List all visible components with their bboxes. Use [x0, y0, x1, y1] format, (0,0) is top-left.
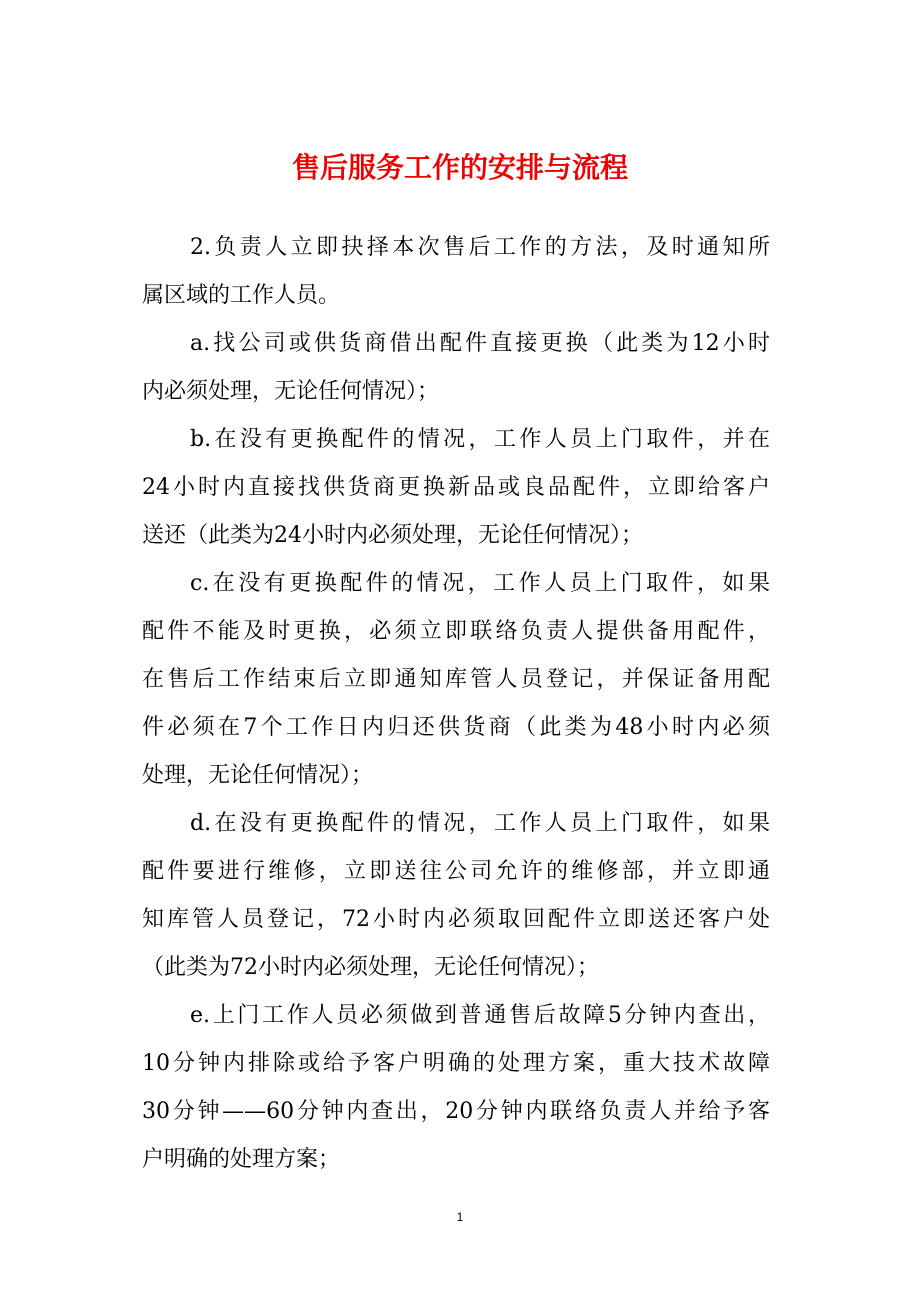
- paragraph-line: 10分钟内排除或给予客户明确的处理方案，重大技术故障: [142, 1051, 770, 1076]
- paragraph: [142, 320, 770, 416]
- paragraph: [142, 416, 770, 560]
- paragraph: [142, 560, 770, 800]
- paragraph-line: c.在没有更换配件的情况，工作人员上门取件，如果: [190, 571, 770, 596]
- paragraph-line: 2.负责人立即抉择本次售后工作的方法，及时通知所: [190, 235, 770, 260]
- paragraph-line: 送还（此类为24小时内必须处理，无论任何情况）；: [142, 523, 643, 548]
- paragraph-line: （此类为72小时内必须处理，无论任何情况）；: [142, 955, 599, 980]
- paragraph-line: 件必须在7个工作日内归还供货商（此类为48小时内必须: [142, 715, 770, 740]
- document-body: [142, 224, 770, 1184]
- paragraph-line: b.在没有更换配件的情况，工作人员上门取件，并在: [190, 427, 770, 452]
- paragraph-line: d.在没有更换配件的情况，工作人员上门取件，如果: [190, 811, 770, 836]
- paragraph-line: a.找公司或供货商借出配件直接更换（此类为12小时: [190, 331, 770, 356]
- paragraph-line: 配件不能及时更换，必须立即联络负责人提供备用配件，: [142, 619, 770, 644]
- paragraph-line: 属区域的工作人员。: [142, 283, 341, 308]
- paragraph-line: 30分钟——60分钟内查出，20分钟内联络负责人并给予客: [142, 1099, 770, 1124]
- document-title: 售后服务工作的安排与流程: [291, 151, 628, 184]
- paragraph-line: 在售后工作结束后立即通知库管人员登记，并保证备用配: [142, 667, 770, 692]
- paragraph: [142, 992, 770, 1184]
- page-number: 1: [456, 1210, 464, 1224]
- paragraph-line: e.上门工作人员必须做到普通售后故障5分钟内查出，: [190, 1003, 770, 1028]
- paragraph-line: 配件要进行维修，立即送往公司允许的维修部，并立即通: [142, 859, 770, 884]
- paragraph-line: 24小时内直接找供货商更换新品或良品配件，立即给客户: [142, 475, 770, 500]
- paragraph: [142, 224, 770, 320]
- paragraph-line: 处理，无论任何情况）；: [142, 763, 374, 788]
- paragraph-line: 内必须处理，无论任何情况）；: [142, 379, 440, 404]
- paragraph: [142, 800, 770, 992]
- paragraph-line: 知库管人员登记，72小时内必须取回配件立即送还客户处: [142, 907, 770, 932]
- paragraph-line: 户明确的处理方案；: [142, 1147, 341, 1172]
